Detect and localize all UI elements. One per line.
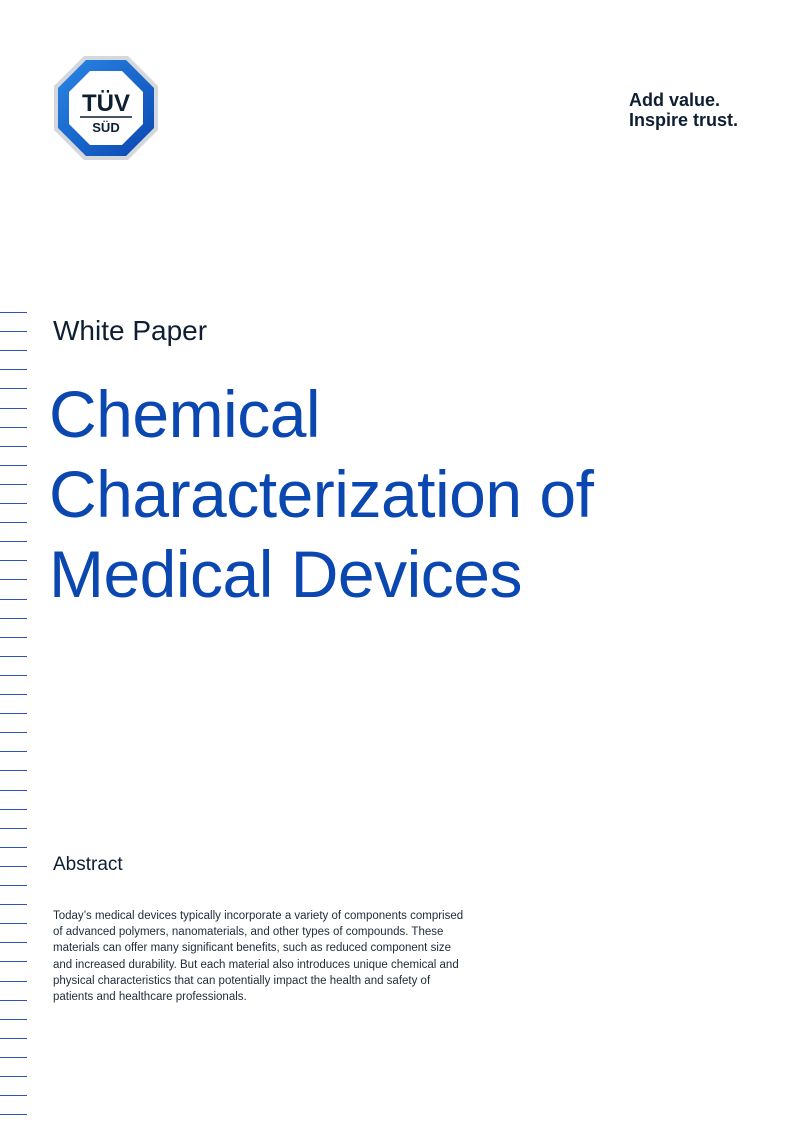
abstract-line: and increased durability. But each material also introduces unique chemical and	[53, 958, 459, 971]
ruler-tick	[0, 942, 27, 943]
document-type: White Paper	[53, 315, 208, 346]
ruler-tick	[0, 599, 27, 600]
ruler-tick	[0, 656, 27, 657]
title-line: Chemical	[49, 377, 321, 451]
ruler-tick	[0, 1000, 27, 1001]
ruler-tick	[0, 637, 27, 638]
margin-ruler	[0, 312, 27, 1122]
title-line: Medical Devices	[49, 537, 522, 611]
ruler-tick	[0, 522, 27, 523]
ruler-tick	[0, 790, 27, 791]
abstract-line: materials can offer many significant benefits, such as reduced component size	[53, 942, 452, 955]
ruler-tick	[0, 579, 27, 580]
ruler-tick	[0, 961, 27, 962]
tuv-sud-logo	[52, 54, 160, 162]
ruler-tick	[0, 541, 27, 542]
abstract-line: Today’s medical devices typically incorporate a variety of components comprised	[53, 910, 464, 922]
ruler-tick	[0, 981, 27, 982]
ruler-tick	[0, 1114, 27, 1115]
ruler-tick	[0, 1019, 27, 1020]
ruler-tick	[0, 446, 27, 447]
ruler-tick	[0, 732, 27, 733]
ruler-tick	[0, 350, 27, 351]
ruler-tick	[0, 408, 27, 409]
ruler-tick	[0, 809, 27, 810]
ruler-tick	[0, 770, 27, 771]
tagline-line-2: Inspire trust.	[629, 110, 739, 130]
ruler-tick	[0, 1076, 27, 1077]
ruler-tick	[0, 1057, 27, 1058]
ruler-tick	[0, 503, 27, 504]
ruler-tick	[0, 618, 27, 619]
logo-wordmark-top: TÜV	[82, 90, 130, 117]
ruler-tick	[0, 1095, 27, 1096]
tagline-line-1: Add value.	[629, 90, 721, 110]
abstract-body	[53, 908, 523, 1005]
tagline	[629, 90, 789, 130]
abstract-line: patients and healthcare professionals.	[53, 991, 247, 1004]
ruler-tick	[0, 751, 27, 752]
ruler-tick	[0, 331, 27, 332]
ruler-tick	[0, 828, 27, 829]
ruler-tick	[0, 427, 27, 428]
ruler-tick	[0, 1038, 27, 1039]
ruler-tick	[0, 560, 27, 561]
ruler-tick	[0, 312, 27, 313]
ruler-tick	[0, 713, 27, 714]
ruler-tick	[0, 369, 27, 370]
ruler-tick	[0, 484, 27, 485]
tuv-sud-octagon-icon	[52, 54, 160, 162]
ruler-tick	[0, 388, 27, 389]
document-title	[49, 374, 779, 614]
ruler-tick	[0, 847, 27, 848]
ruler-tick	[0, 904, 27, 905]
abstract-heading: Abstract	[53, 854, 123, 875]
ruler-tick	[0, 465, 27, 466]
title-line: Characterization of	[49, 457, 594, 531]
ruler-tick	[0, 923, 27, 924]
ruler-tick	[0, 885, 27, 886]
ruler-tick	[0, 675, 27, 676]
abstract-line: of advanced polymers, nanomaterials, and other types of compounds. These	[53, 926, 444, 939]
ruler-tick	[0, 694, 27, 695]
logo-wordmark-bottom: SÜD	[92, 120, 120, 135]
ruler-tick	[0, 866, 27, 867]
abstract-line: physical characteristics that can potentially impact the health and safety of	[53, 974, 431, 987]
